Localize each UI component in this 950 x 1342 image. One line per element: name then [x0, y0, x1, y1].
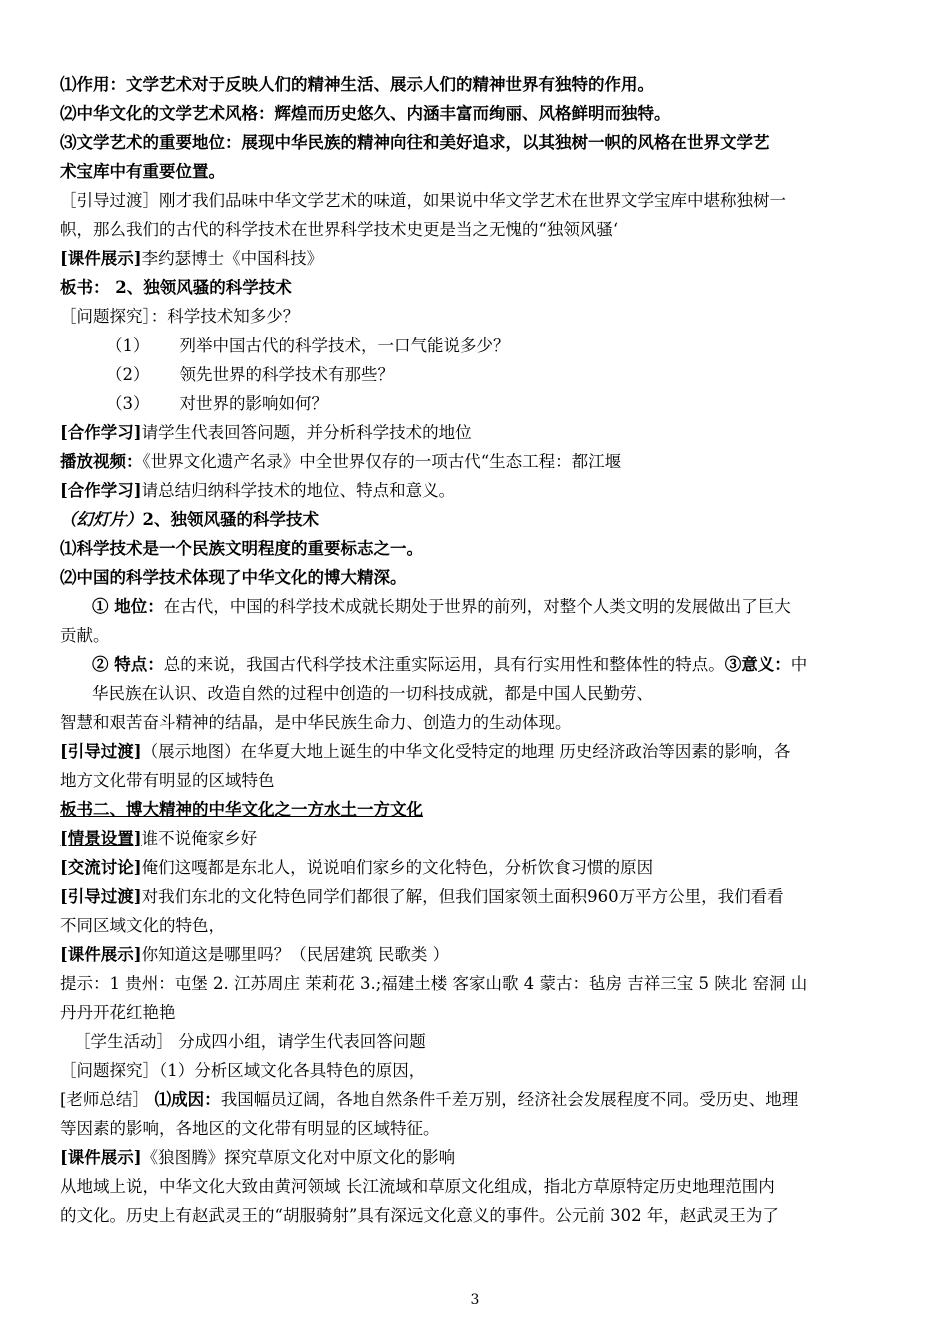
text-line: 智慧和艰苦奋斗精神的结晶，是中华民族生命力、创造力的生动体现。	[60, 713, 572, 732]
question-text: 领先世界的科学技术有那些？	[179, 365, 394, 384]
text-line	[60, 447, 902, 476]
text-line: ⑴科学技术是一个民族文明程度的重要标志之一。	[60, 539, 423, 558]
text-line	[60, 186, 902, 215]
line-text: 俺们这嘎都是东北人，说说咱们家乡的文化特色，分析饮食习惯的原因	[141, 858, 654, 877]
text-line: ［学生活动］ 分成四小组，请学生代表回答问题	[74, 1032, 426, 1051]
line-text: 中	[790, 655, 808, 674]
question-item	[60, 389, 902, 418]
line-text: 对我们东北的文化特色同学们都很了解，但我们国家领土面积960万平方公里，我们看看	[141, 887, 784, 906]
text-line	[60, 940, 902, 969]
question-item	[60, 360, 902, 389]
text-line: 帜，那么我们的古代的科学技术在世界科学技术史更是当之无愧的“独领风骚‘	[60, 220, 619, 239]
line-text: （1）分析区域文化各具特色的原因，	[159, 1061, 426, 1080]
line-text: （展示地图）在华夏大地上诞生的中华文化受特定的地理 历史经济政治等因素的影响，各	[141, 742, 791, 761]
question-number: （1）	[106, 336, 150, 355]
text-line: 提示：1 贵州：屯堡 2. 江苏周庄 茉莉花 3.;福建土楼 客家山歌 4 蒙古：毡房 吉祥三宝 5 陕北 窑洞 山	[60, 974, 808, 993]
text-line	[60, 650, 902, 679]
line-text: 谁不说俺家乡好	[141, 829, 258, 848]
section-label: [交流讨论]	[60, 858, 142, 877]
text-line	[60, 1143, 902, 1172]
section-label: [合作学习]	[60, 423, 142, 442]
text-line	[60, 418, 902, 447]
text-line: 不同区域文化的特色，	[60, 916, 225, 935]
text-line: ⑵中国的科学技术体现了中华文化的博大精深。	[60, 568, 407, 587]
section-label: [老师总结］	[60, 1090, 149, 1109]
line-text: 《狼图腾》探究草原文化对中原文化的影响	[141, 1148, 456, 1167]
board-heading: 板书二、博大精神的中华文化之一方水土一方文化	[60, 800, 423, 819]
text-line: 华民族在认识、改造自然的过程中创造的一切科技成就，都是中国人民勤劳、	[92, 684, 653, 703]
section-label: [合作学习]	[60, 481, 142, 500]
section-label: [课件展示]	[60, 1148, 142, 1167]
text-line	[60, 1056, 902, 1085]
text-line: 丹丹开花红艳艳	[60, 1003, 176, 1022]
text-line: 从地域上说，中华文化大致由黄河领域 长江流域和草原文化组成，指北方草原特定历史地理范围内	[60, 1177, 775, 1196]
section-label: [课件展示]	[60, 945, 142, 964]
text-line: 的文化。历史上有赵武灵王的“胡服骑射”具有深远文化意义的事件。公元前 302 年，赵武灵王为了	[60, 1206, 779, 1225]
line-text: 请总结归纳科学技术的地位、特点和意义。	[141, 481, 456, 500]
line-text: 2、独领风骚的科学技术	[142, 510, 319, 529]
text-line: ⑴作用：文学艺术对于反映人们的精神生活、展示人们的精神世界有独特的作用。	[60, 75, 654, 94]
section-label: [引导过渡]	[60, 887, 142, 906]
line-text: 我国幅员辽阔，各地自然条件千差万别，经济社会发展程度不同。受历史、地理	[220, 1090, 799, 1109]
section-label: [情景设置]	[60, 829, 142, 848]
text-line	[60, 853, 902, 882]
section-label: [引导过渡]	[60, 742, 142, 761]
section-label: 播放视频：	[60, 452, 143, 471]
question-item	[60, 331, 902, 360]
text-line	[60, 882, 902, 911]
section-label: [课件展示]	[60, 249, 142, 268]
page-number: 3	[470, 1292, 480, 1308]
point-label: ① 地位：	[92, 597, 164, 616]
point-label: ③意义：	[724, 655, 791, 674]
board-heading	[60, 505, 902, 534]
question-text: 列举中国古代的科学技术，一口气能说多少？	[179, 336, 510, 355]
section-label: ［问题探究］	[60, 1061, 159, 1080]
text-line: ⑶文学艺术的重要地位：展现中华民族的精神向往和美好追求，以其独树一帜的风格在世界文学艺	[60, 133, 770, 152]
line-text: 总的来说，我国古代科学技术注重实际运用，具有行实用性和整体性的特点。	[163, 655, 725, 674]
question-text: 对世界的影响如何？	[179, 394, 328, 413]
line-text: 李约瑟博士《中国科技》	[141, 249, 324, 268]
line-text: 请学生代表回答问题，并分析科学技术的地位	[141, 423, 472, 442]
question-number: （3）	[106, 394, 150, 413]
document-body	[60, 70, 902, 1230]
point-label: ⑴成因：	[148, 1090, 221, 1109]
text-line: ⑵中华文化的文学艺术风格：辉煌而历史悠久、内涵丰富而绚丽、风格鲜明而独特。	[60, 104, 671, 123]
point-label: ② 特点：	[92, 655, 164, 674]
section-label: ［引导过渡］	[60, 191, 159, 210]
text-line	[60, 737, 902, 766]
text-line	[60, 476, 902, 505]
text-line: 等因素的影响，各地区的文化带有明显的区域特征。	[60, 1119, 440, 1138]
line-text: 在古代，中国的科学技术成就长期处于世界的前列，对整个人类文明的发展做出了巨大	[163, 597, 791, 616]
text-line	[60, 244, 902, 273]
text-line: ［问题探究］：科学技术知多少？	[60, 307, 300, 326]
text-line	[60, 592, 902, 621]
question-number: （2）	[106, 365, 150, 384]
line-text: 你知道这是哪里吗？（民居建筑 民歌类 ）	[141, 945, 450, 964]
text-line: 术宝库中有重要位置。	[60, 162, 225, 181]
text-line	[60, 1085, 902, 1114]
line-text: 《世界文化遗产名录》中全世界仅存的一项古代“生态工程：都江堰	[142, 452, 622, 471]
board-heading: 板书： 2、独领风骚的科学技术	[60, 278, 292, 297]
text-line	[60, 824, 902, 853]
slide-label: （幻灯片）	[60, 510, 143, 529]
line-text: 刚才我们品味中华文学艺术的味道，如果说中华文学艺术在世界文学宝库中堪称独树一	[159, 191, 786, 210]
text-line: 地方文化带有明显的区域特色	[60, 771, 275, 790]
text-line: 贡献。	[60, 626, 110, 645]
